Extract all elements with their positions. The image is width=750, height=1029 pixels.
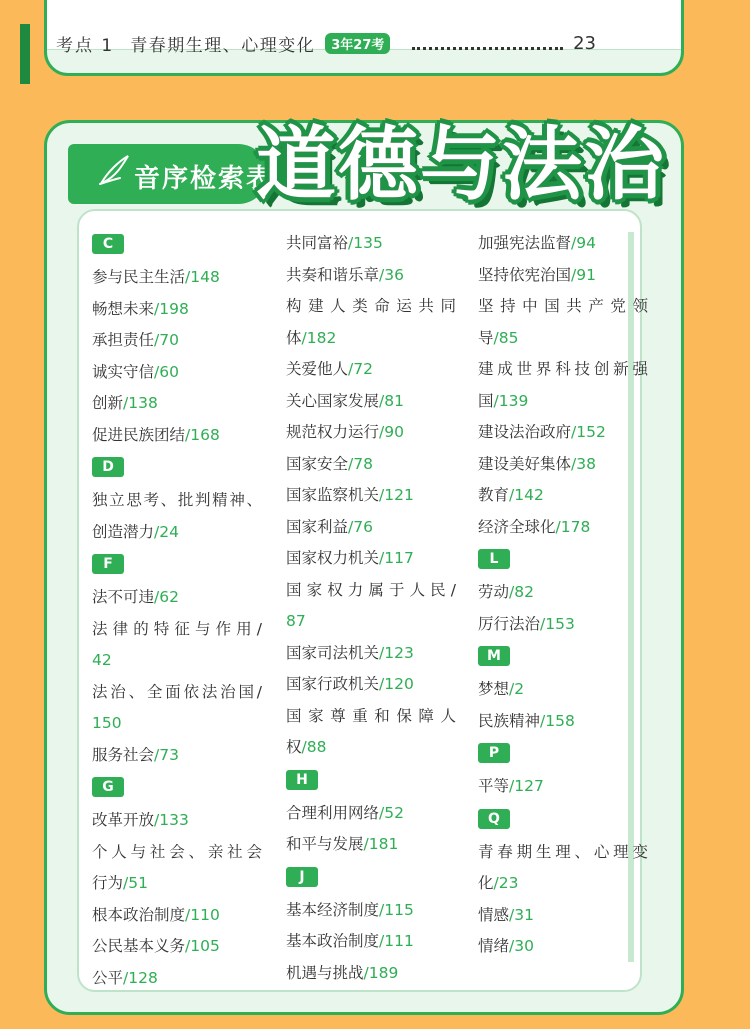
index-entry-text: 劳动 [478,583,510,601]
index-page-ref: /139 [493,391,529,410]
index-page-ref: /94 [571,234,596,252]
index-page-ref: /38 [571,454,596,473]
index-entry [92,837,262,869]
index-entry-text: 权 [286,738,302,756]
index-page-ref: /120 [379,675,414,693]
index-page-ref: /158 [540,711,575,730]
index-entry-text: 国家尊重和保障人 [286,706,456,725]
index-entry-text: 根本政治制度 [92,905,186,924]
index-letter: M [478,646,510,666]
index-entry [92,900,262,932]
index-entry-text: 创造潜力 [92,522,155,541]
index-page-ref: /23 [493,874,519,892]
index-entry [478,771,648,803]
index-page-ref: /110 [185,905,220,924]
index-entry [92,677,262,709]
index-entry-text: 法治、全面依法治国/ [92,682,262,701]
index-entry-text: 国家司法机关 [286,643,380,662]
index-entry [92,357,262,389]
index-page-ref: /90 [379,423,404,441]
index-entry [92,868,262,900]
index-entry-text: 情感 [478,905,510,924]
index-entry [286,417,456,449]
index-page-ref: /51 [123,874,148,892]
index-page-ref: /198 [154,299,189,318]
index-entry [478,609,648,641]
index-entry [286,228,456,260]
index-entry-text: 情绪 [478,937,510,955]
index-entry-text: 共同富裕 [286,234,349,252]
index-entry-text: 构建人类命运共同 [286,297,456,315]
index-entry-text: 梦想 [478,680,510,698]
index-entry [92,645,262,677]
index-entry [286,669,456,701]
index-entry-text: 国家安全 [286,454,349,473]
index-page-ref: /189 [363,963,399,982]
index-page-ref: /138 [123,394,158,412]
index-page-ref: /31 [509,905,534,924]
index-entry [478,449,648,481]
index-page-ref: /105 [185,937,220,955]
index-entry-text: 创新 [92,394,124,412]
index-entry-text: 诚实守信 [92,362,155,381]
leaf-pen-icon [96,152,132,188]
index-page-ref: /24 [154,522,179,541]
index-page-ref: /128 [123,968,158,987]
index-letter: H [286,770,318,790]
index-entry [286,606,456,638]
index-entry-text: 国家权力属于人民/ [286,580,456,599]
index-entry-text: 共奏和谐乐章 [286,265,380,284]
index-entry [478,512,648,544]
subject-title: 道德与法治 [256,118,666,211]
index-entry-text: 公平 [92,968,124,987]
index-letter: F [92,554,124,574]
banner-title: 音序检索表 [134,164,275,194]
index-entry-text: 个人与社会、亲社会 [92,842,262,861]
index-entry [478,577,648,609]
index-page-ref: /72 [348,360,373,378]
index-entry-text: 国家权力机关 [286,549,380,567]
index-page-ref: /73 [154,745,179,764]
index-entry [286,829,456,861]
index-entry-text: 青春期生理、心理变 [478,842,648,861]
index-page-ref: /115 [379,900,414,919]
index-entry [478,706,648,738]
index-page-ref: /81 [379,391,404,410]
index-letter: C [92,234,124,254]
index-entry-text: 国家行政机关 [286,675,380,693]
index-entry [92,517,262,549]
index-entry [286,926,456,958]
page-number: 23 [573,32,596,54]
index-page-ref: /82 [509,583,534,601]
index-page-ref: /30 [509,937,534,955]
index-letter: G [92,777,124,797]
index-entry [478,291,648,323]
index-entry-text: 合理利用网络 [286,803,380,822]
index-page-ref: /123 [379,643,414,662]
index-entry-text: 承担责任 [92,331,155,349]
index-entry [92,388,262,420]
index-entry-text: 体 [286,328,302,347]
index-page-ref: /62 [154,588,179,606]
index-entry [478,417,648,449]
index-page-ref: /76 [348,517,373,536]
index-entry-text: 导 [478,328,494,347]
index-entry [92,294,262,326]
index-page-ref: /36 [379,265,404,284]
index-entry [286,543,456,575]
index-entry-text: 关爱他人 [286,360,349,378]
index-entry [92,614,262,646]
index-column-2 [286,228,456,989]
index-entry [286,798,456,830]
index-entry [478,674,648,706]
index-entry [478,323,648,355]
index-letter: Q [478,809,510,829]
index-entry [478,931,648,963]
index-entry-text: 法不可违 [92,588,155,606]
index-page-ref: /135 [348,234,383,252]
index-page-ref: /127 [509,777,544,795]
index-page-ref: /85 [493,328,519,347]
index-entry [92,262,262,294]
index-entry [478,837,648,869]
index-letter: L [478,549,510,569]
index-page-ref: 42 [92,651,112,669]
index-page-ref: /117 [379,549,414,567]
index-entry-text: 服务社会 [92,745,155,764]
index-entry [286,260,456,292]
index-entry-text: 加强宪法监督 [478,234,572,252]
index-page-ref: /88 [301,738,327,756]
index-entry-text: 基本经济制度 [286,900,380,919]
index-entry-text: 独立思考、批判精神、 [92,491,262,509]
index-page-ref: /70 [154,331,179,349]
index-entry-text: 国 [478,391,494,410]
index-entry-text: 畅想未来 [92,299,155,318]
index-entry [286,701,456,733]
index-entry-text: 关心国家发展 [286,391,380,410]
index-entry [478,260,648,292]
index-entry [478,868,648,900]
index-entry-text: 建设法治政府 [478,423,572,441]
index-entry-text: 行为 [92,874,124,892]
index-entry [286,895,456,927]
index-entry [92,708,262,740]
index-entry [286,958,456,990]
index-entry-text: 规范权力运行 [286,423,380,441]
index-entry [286,480,456,512]
index-entry-text: 国家利益 [286,517,349,536]
index-column-3 [478,228,648,963]
index-entry-text: 改革开放 [92,811,155,829]
banner-tab [20,24,30,84]
index-entry-text: 化 [478,874,494,892]
index-entry [286,323,456,355]
index-page-ref: /2 [509,680,525,698]
index-entry-text: 平等 [478,777,510,795]
index-entry [286,575,456,607]
index-entry-text: 参与民主生活 [92,268,186,286]
index-entry [478,900,648,932]
index-entry-text: 坚持中国共产党领 [478,297,648,315]
index-entry-text: 法律的特征与作用/ [92,619,262,638]
index-entry [478,386,648,418]
index-entry-text: 基本政治制度 [286,932,380,950]
index-entry-text: 教育 [478,486,510,504]
index-page-ref: 150 [92,714,122,732]
index-page-ref: /181 [363,835,399,853]
index-page-ref: /78 [348,454,373,473]
index-entry [92,325,262,357]
index-page-ref: /168 [185,425,220,444]
index-entry [92,963,262,995]
topic-title: 青春期生理、心理变化 [130,35,316,56]
index-entry-text: 厉行法治 [478,614,541,633]
index-page-ref: /121 [379,486,414,504]
index-page-ref: /52 [379,803,404,822]
index-entry [92,740,262,772]
index-entry-text: 建成世界科技创新强 [478,360,648,378]
index-entry-text: 民族精神 [478,711,541,730]
index-entry [286,449,456,481]
index-page-ref: /178 [555,517,591,536]
index-entry [92,931,262,963]
index-letter: P [478,743,510,763]
index-entry [286,354,456,386]
index-entry-text: 国家监察机关 [286,486,380,504]
index-letter: J [286,867,318,887]
index-column-1 [92,228,262,994]
index-entry-text: 经济全球化 [478,517,556,536]
index-page-ref: /60 [154,362,179,381]
index-entry [286,386,456,418]
index-entry-text: 机遇与挑战 [286,963,364,982]
index-entry [478,480,648,512]
index-entry [286,512,456,544]
index-page-ref: /148 [185,268,220,286]
index-entry [478,354,648,386]
index-entry [92,485,262,517]
index-entry [478,228,648,260]
index-page-ref: /133 [154,811,189,829]
running-header [56,28,596,58]
index-entry [92,805,262,837]
index-letter: D [92,457,124,477]
index-entry-text: 建设美好集体 [478,454,572,473]
index-page-ref: /153 [540,614,575,633]
index-entry-text: 促进民族团结 [92,425,186,444]
exam-frequency-badge: 3年27考 [325,33,390,54]
index-page-ref: /182 [301,328,337,347]
index-entry-text: 公民基本义务 [92,937,186,955]
section-label: 考点 1 [56,35,115,56]
index-page-ref: 87 [286,612,306,630]
index-entry [286,732,456,764]
index-entry [92,420,262,452]
index-page-ref: /152 [571,423,606,441]
index-entry [286,291,456,323]
index-entry-text: 坚持依宪治国 [478,265,572,284]
index-entry-text: 和平与发展 [286,835,364,853]
index-page-ref: /91 [571,265,596,284]
index-entry [92,582,262,614]
leader-dots [412,37,563,50]
index-page-ref: /111 [379,932,414,950]
index-page-ref: /142 [509,486,544,504]
index-entry [286,638,456,670]
